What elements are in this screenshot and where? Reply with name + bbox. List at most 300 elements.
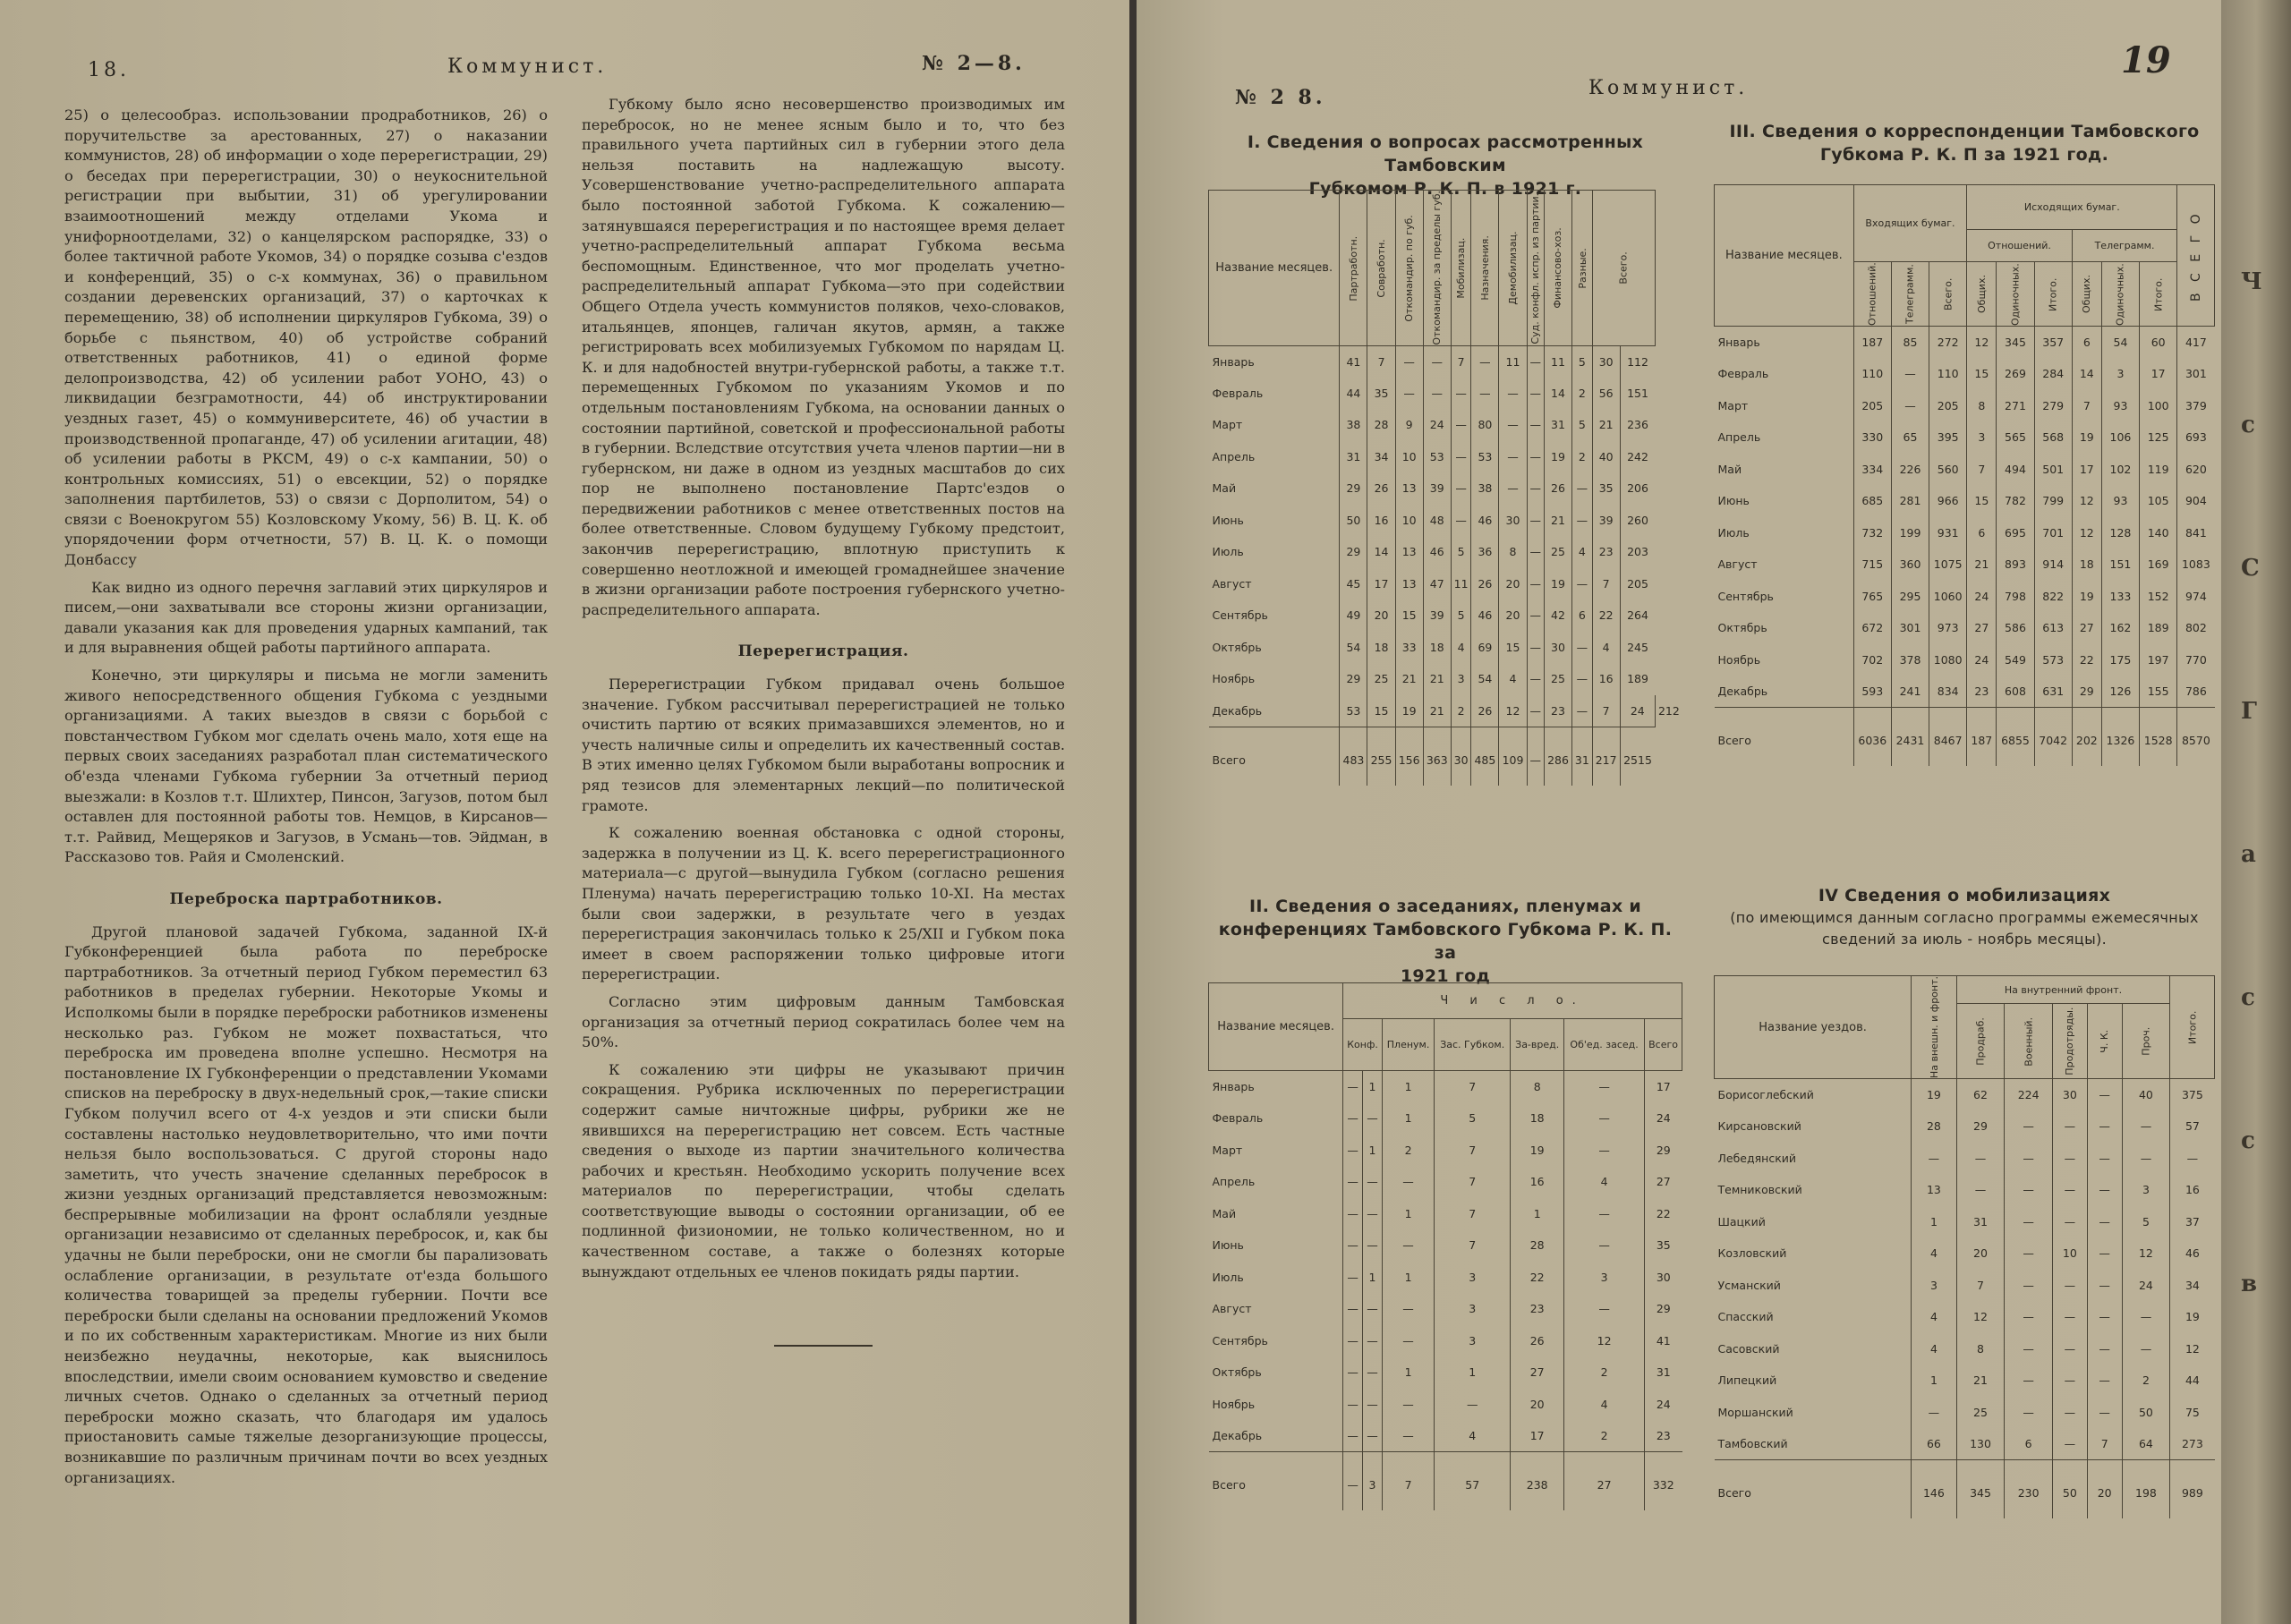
table3-correspondence [1714,184,2215,766]
table-row [1209,1102,1682,1135]
table-cell: 16 [1367,505,1395,537]
table-cell: 395 [1929,421,1967,454]
table4-body [1715,1079,2215,1519]
table-cell: 1 [1435,1356,1511,1389]
table-cell: 6855 [1997,708,2034,767]
table-row [1715,676,2215,708]
table-cell: 12 [1967,327,1997,359]
table-cell: 34 [1367,441,1395,473]
table-cell: 33 [1395,632,1423,664]
table-cell: — [1891,390,1929,422]
row-label: Июль [1212,1270,1244,1284]
end-separator [774,1345,873,1347]
table-cell: 631 [2034,676,2072,708]
table-cell: 80 [1471,409,1499,441]
table-cell: 4 [1564,1166,1645,1198]
table-cell: 45 [1340,568,1367,600]
table-cell: — [2005,1143,2053,1175]
column-header: Откомандир. по губ. [1395,191,1423,346]
table-row [1209,1420,1682,1452]
table-cell: — [1527,505,1544,537]
table-cell: 8 [1967,390,1997,422]
table-cell: 1 [1912,1206,1957,1238]
row-label: Тамбовский [1717,1437,1788,1451]
table-cell: — [1343,1135,1363,1167]
column-header: Название уездов. [1715,976,1912,1079]
table-cell: 1 [1363,1135,1383,1167]
table-cell: 685 [1853,485,1891,517]
table-cell: 54 [1340,632,1367,664]
column-header: Одиночных. [1997,262,2034,327]
table-cell: — [1527,536,1544,568]
table-cell: — [1499,441,1527,473]
table-cell: — [1363,1229,1383,1262]
table-cell: 379 [2177,390,2215,422]
reregistration-paragraph-1: Перерегистрации Губком придавал очень большое значение. Губком рассчитывал перерегистрацией не только очистить партию от всяких примазавшихся элементов, но и учесть наличные силы и определить их качественный состав. В этих именно целях Губкомом были выработаны вопросник и ряд тезисов для элементарных лекций—по политической грамоте. [582,676,1065,814]
group-header: Ч и с л о. [1343,983,1682,1019]
table-cell: 1 [1363,1071,1383,1103]
column-header: Название месяцев. [1715,185,1854,327]
table-cell: — [1343,1166,1363,1198]
table-cell: — [1363,1389,1383,1421]
table-cell: 15 [1499,632,1527,664]
column-header: Назначения. [1471,191,1499,346]
table-cell: — [1343,1198,1363,1230]
total-row [1715,708,2215,767]
table-cell: 50 [2122,1397,2170,1429]
row-label: Всего [1209,727,1340,786]
table-cell: 375 [2170,1079,2215,1111]
table-cell: — [1451,441,1471,473]
row-label: Август [1212,1302,1252,1316]
table-cell: 24 [1967,644,1997,676]
table-cell: 1326 [2101,708,2139,767]
table-cell: 7 [1451,345,1471,378]
table-cell: 14 [1544,378,1571,410]
group-header: На внутренний фронт. [1956,976,2170,1004]
table-cell: 14 [1367,536,1395,568]
table-cell: 27 [1564,1452,1645,1511]
table-cell: 112 [1620,345,1655,378]
table-cell: 75 [2170,1397,2215,1429]
table-row [1715,1079,2215,1111]
table-cell: 21 [1592,409,1620,441]
row-label: Сасовский [1717,1341,1780,1356]
table-cell: 54 [2101,327,2139,359]
table-row [1715,1365,2215,1397]
table-cell: 19 [2072,421,2101,454]
table-cell: 732 [1853,517,1891,549]
table4-mobilizations [1714,975,2215,1518]
table-cell: — [2087,1237,2122,1270]
table-cell: 966 [1929,485,1967,517]
column-header: Итого. [2034,262,2072,327]
row-label: Июнь [1212,513,1244,527]
table-cell: — [1572,568,1593,600]
table-cell: 30 [1544,632,1571,664]
table-cell: 31 [1956,1206,2005,1238]
table-cell: — [1423,378,1451,410]
table-cell: 31 [1645,1356,1682,1389]
row-label: Январь [1717,336,1760,349]
row-label: Всего [1715,1460,1912,1519]
table-cell: — [1451,378,1471,410]
table-row [1715,1428,2215,1460]
table-cell: 1 [1382,1198,1434,1230]
table-cell: 119 [2140,454,2177,486]
column-header: Итого. [2140,262,2177,327]
table-cell: 3 [2122,1174,2170,1206]
table-cell: 242 [1620,441,1655,473]
table-cell: 5 [2122,1206,2170,1238]
table-cell: 20 [1511,1389,1564,1421]
table-cell: — [2122,1110,2170,1143]
table-cell: — [1956,1143,2005,1175]
table-cell: 85 [1891,327,1929,359]
table-cell: 378 [1891,644,1929,676]
table-cell: 162 [2101,612,2139,644]
column-header: Всего [1645,1019,1682,1071]
table-cell: 18 [2072,548,2101,581]
column-header: Телеграмм. [1891,262,1929,327]
table-cell: — [2052,1333,2087,1365]
table-cell: 2 [1564,1420,1645,1452]
table-cell: — [1499,472,1527,505]
table-cell: 10 [2052,1237,2087,1270]
table-cell: — [2087,1110,2122,1143]
table-cell: 2431 [1891,708,1929,767]
table-cell: — [1363,1102,1383,1135]
table-cell: — [1343,1071,1363,1103]
table-cell: — [1527,599,1544,632]
table-cell: — [2052,1110,2087,1143]
table-cell: 260 [1620,505,1655,537]
column-header: Итого. [2170,976,2215,1079]
table-cell: 822 [2034,581,2072,613]
table-cell: 8 [1511,1071,1564,1103]
column-header: За-вред. [1511,1019,1564,1071]
left-page-number: 18. [88,59,130,81]
table-cell: — [1499,409,1527,441]
row-label: Апрель [1212,449,1256,463]
table-row [1715,485,2215,517]
table-cell: 27 [2072,612,2101,644]
table-cell: 8 [1499,536,1527,568]
table-cell: 46 [1423,536,1451,568]
table-cell: — [2087,1301,2122,1333]
table-cell: — [1527,695,1544,727]
table-cell: — [2052,1206,2087,1238]
table-cell: 7 [2072,390,2101,422]
table-cell: 31 [1340,441,1367,473]
table-cell: 1080 [1929,644,1967,676]
table-cell: — [2005,1237,2053,1270]
table-cell: 24 [2122,1270,2170,1302]
table-cell: 29 [1340,472,1367,505]
table-cell: 13 [1395,536,1423,568]
table-cell: 19 [1544,441,1571,473]
row-label: Март [1212,418,1243,432]
table-cell: 272 [1929,327,1967,359]
table-cell: — [1363,1198,1383,1230]
table-cell: 39 [1592,505,1620,537]
column-header: Ч. К. [2087,1004,2122,1079]
table-cell: — [1527,441,1544,473]
table-cell: 565 [1997,421,2034,454]
table3-title-line2: Губкома Р. К. П за 1921 год. [1819,145,2109,165]
table-cell: 1 [1382,1356,1434,1389]
table-cell: 255 [1367,727,1395,786]
table-cell: 53 [1340,695,1367,727]
table-cell: — [1564,1293,1645,1325]
table-cell: 549 [1997,644,2034,676]
edge-letter: Ч [2241,268,2262,295]
row-label: Август [1717,557,1758,572]
table-row [1715,1143,2215,1175]
table-cell: 130 [1956,1428,2005,1460]
table-cell: 593 [1853,676,1891,708]
table-cell: — [1382,1293,1434,1325]
table-row [1209,345,1683,378]
column-header: Всего. [1929,262,1967,327]
table-cell: 4 [1435,1420,1511,1452]
table2-title-line1: II. Сведения о заседаниях, пленумах и конференциях Тамбовского Губкома Р. К. П. за [1218,897,1673,963]
table-cell: 7 [1382,1452,1434,1511]
row-label: Март [1212,1143,1243,1157]
table-cell: 798 [1997,581,2034,613]
table-cell: 702 [1853,644,1891,676]
table-cell: — [2087,1206,2122,1238]
table-cell: 568 [2034,421,2072,454]
table-cell: 973 [1929,612,1967,644]
table-cell: — [1382,1389,1434,1421]
column-header: Название месяцев. [1209,191,1340,346]
table-cell: 100 [2140,390,2177,422]
table-cell: 241 [1891,676,1929,708]
table-cell: 5 [1572,345,1593,378]
table-cell: 26 [1544,472,1571,505]
table-cell: 417 [2177,327,2215,359]
table-cell: 35 [1367,378,1395,410]
table-cell: 8570 [2177,708,2215,767]
table-row [1209,663,1683,695]
table-cell: — [1564,1102,1645,1135]
right-page-number: 19 [2121,39,2171,81]
table-row [1715,1270,2215,1302]
table-cell: 3 [1564,1262,1645,1294]
table-cell: 4 [1592,632,1620,664]
table-cell: — [2087,1365,2122,1397]
table-cell: 38 [1471,472,1499,505]
table-cell: 363 [1423,727,1451,786]
table-cell: — [1363,1356,1383,1389]
table-cell: 48 [1423,505,1451,537]
table-cell: 224 [2005,1079,2053,1111]
table-cell: — [2087,1174,2122,1206]
table-cell: 9 [1395,409,1423,441]
section-heading-reregistration: Перерегистрация. [737,642,909,661]
table3-title-line1: III. Сведения о корреспонденции Тамбовского [1729,122,2200,141]
table-cell: 2 [1382,1135,1434,1167]
table-cell: 3 [1363,1452,1383,1511]
table-cell: — [1343,1229,1363,1262]
table-cell: 4 [1499,663,1527,695]
table-row [1209,1262,1682,1294]
table-cell: 53 [1471,441,1499,473]
table-cell: 1 [1363,1262,1383,1294]
table-cell: 24 [1423,409,1451,441]
table-cell: — [1572,472,1593,505]
column-header: Продраб. [1956,1004,2005,1079]
table-cell: 608 [1997,676,2034,708]
table-cell: 19 [1912,1079,1957,1111]
table-cell: 30 [1499,505,1527,537]
table-cell: — [1499,378,1527,410]
total-row [1715,1460,2215,1519]
table-cell: 29 [2072,676,2101,708]
table-cell: 30 [1645,1262,1682,1294]
table-cell: 29 [1645,1293,1682,1325]
header-row [1209,191,1683,346]
table-cell: 4 [1451,632,1471,664]
table-cell: — [2005,1206,2053,1238]
row-label: Спасский [1717,1310,1774,1324]
table1-title-line1: I. Сведения о вопросах рассмотренных Тамбовским [1247,132,1644,175]
table-cell: 106 [2101,421,2139,454]
table-cell: 30 [1451,727,1471,786]
table-cell: 93 [2101,390,2139,422]
table-cell: — [1527,727,1544,786]
table-cell: 199 [1891,517,1929,549]
table-cell: 20 [1367,599,1395,632]
table-cell: 573 [2034,644,2072,676]
table-cell: 226 [1891,454,1929,486]
table-cell: 189 [1620,663,1655,695]
table-cell: 57 [2170,1110,2215,1143]
table-row [1715,1237,2215,1270]
table-cell: 203 [1620,536,1655,568]
table-cell: 301 [2177,358,2215,390]
table-cell: 893 [1997,548,2034,581]
column-header: Финансово-хоз. [1544,191,1571,346]
table-cell: 715 [1853,548,1891,581]
table-row [1209,1071,1682,1103]
group-header: Отношений. [1967,230,2072,262]
column-header: В С Е Г О [2177,185,2215,327]
table-cell: 284 [2034,358,2072,390]
table-cell: 7 [1435,1071,1511,1103]
table-cell: 205 [1929,390,1967,422]
group-header: Входящих бумаг. [1853,185,1967,262]
table-cell: — [1572,505,1593,537]
table-cell: 13 [1395,472,1423,505]
table-cell: 286 [1544,727,1571,786]
table-cell: 29 [1340,663,1367,695]
table-cell: — [1363,1293,1383,1325]
table-cell: — [2005,1333,2053,1365]
table-cell: 2 [2122,1365,2170,1397]
reregistration-paragraph-4: К сожалению эти цифры не указывают причин сокращения. Рубрика исключенных по перерегистрации содержит самые ничтожные цифры, рубрики же не явившихся на перерегистрацию нет совсем. Есть частные сведения о выходе из партии значительного количества рабочих и крестьян. Необходимо ускорить получение всех материалов по перерегистрации, чтобы сделать соответствующие выводы о состоянии организации, об ее подлинной физиономии, не только количественном, но и качественном составе, а также о болезнях которые вынуждают отдельных ее членов покидать ряды партии. [582,1060,1065,1280]
table-cell: 44 [1340,378,1367,410]
table-cell: — [1527,472,1544,505]
left-column-1 [64,106,548,1495]
table-cell: 155 [2140,676,2177,708]
column-header: Совработн. [1367,191,1395,346]
table-cell: 2 [1572,441,1593,473]
table-cell: 46 [1471,505,1499,537]
table-cell: — [1395,345,1423,378]
row-label: Сентябрь [1717,589,1774,603]
row-label: Май [1212,1206,1237,1220]
transfers-paragraph: Другой плановой задачей Губкома, заданной IX-й Губконференцией была работа по переброске партработников. За отчетный период Губком переместил 63 работников в пределах губернии. Некоторые Укомы и Исполкомы были в порядке переброски работников изменены несколько раз. Губком не может похвастаться, что переброска им проведена вполне успешно. Несмотря на постановление IX Губконференции о представлении Укомами списков на переброску в двух-недельный срок,—такие списки Губком получил всего от 4-х уездов и эти списки были составлены настолько неудовлетворительно, что ими почти нельзя было воспользоваться. С другой стороны надо заметить, что учесть значение сделанных перебросок в жизни уездных организаций представляется невозможным: беспрерывные мобилизации на фронт ослабляли уездные организации независимо от сделанных перебросок, и, как бы удачны не были переброски, они не смогли бы парализовать ослабление организации, в результате от'езда большого количества товарищей за пределы губернии. Почти все переброски были сделаны на основании предложений Укомов и по их собственным характеристикам. Многие из них были неизбежно неудачны, некоторые, как выяснилось впоследствии, имели своим основанием кумовство и сведение личных счетов. Однако о сделанных за отчетный период переброски можно сказать, что благодаря им удалось приостановить самые тяжелые дезорганизующие процессы, возникавшие по различным причинам почти во всех уездных организациях. [64,923,548,1486]
table-cell: 26 [1511,1325,1564,1357]
table-cell: 12 [1956,1301,2005,1333]
table-cell: 1 [1912,1365,1957,1397]
table-cell: 12 [1499,695,1527,727]
table-cell: 17 [2140,358,2177,390]
row-label: Январь [1212,1080,1255,1093]
table-row [1209,1325,1682,1357]
table-cell: 20 [1499,568,1527,600]
table-cell: 5 [1451,536,1471,568]
table-cell: — [1572,632,1593,664]
table-cell: — [2005,1301,2053,1333]
column-header: Зас. Губком. [1435,1019,1511,1071]
row-label: Октябрь [1212,640,1262,654]
table-row [1715,1301,2215,1333]
table-row [1209,1229,1682,1262]
table-cell: — [1343,1356,1363,1389]
table-cell: 42 [1544,599,1571,632]
column-header: Об'ед. засед. [1564,1019,1645,1071]
table-cell: 7 [1956,1270,2005,1302]
table-cell: 6 [2005,1428,2053,1460]
table-cell: 3 [1435,1262,1511,1294]
table-row [1209,441,1683,473]
table4-title [1714,884,2215,950]
table-cell: — [1382,1229,1434,1262]
table1-head [1209,191,1683,346]
table1-body [1209,345,1683,786]
table-cell: 19 [2170,1301,2215,1333]
table-cell: 23 [1511,1293,1564,1325]
table-cell: 8467 [1929,708,1967,767]
table-row [1715,1110,2215,1143]
table-cell: — [1451,409,1471,441]
table-cell: — [1343,1293,1363,1325]
column-header: Конф. [1343,1019,1383,1071]
table-cell: 187 [1853,327,1891,359]
table-row [1715,1333,2215,1365]
table-cell: 16 [2170,1174,2215,1206]
table-cell: 27 [1967,612,1997,644]
table-cell: 133 [2101,581,2139,613]
table-cell: 13 [1395,568,1423,600]
table-cell: 12 [2170,1333,2215,1365]
table-cell: — [1382,1166,1434,1198]
table-cell: 8 [1956,1333,2005,1365]
table-cell: 40 [2122,1079,2170,1111]
table-cell: 21 [1423,663,1451,695]
table-cell: — [1564,1198,1645,1230]
table-cell: — [1343,1420,1363,1452]
table-row [1209,1166,1682,1198]
row-label: Июль [1717,525,1750,540]
row-label: Кирсановский [1717,1119,1801,1134]
table-cell: — [2052,1270,2087,1302]
table-cell: 18 [1367,632,1395,664]
table3-title [1714,120,2215,166]
